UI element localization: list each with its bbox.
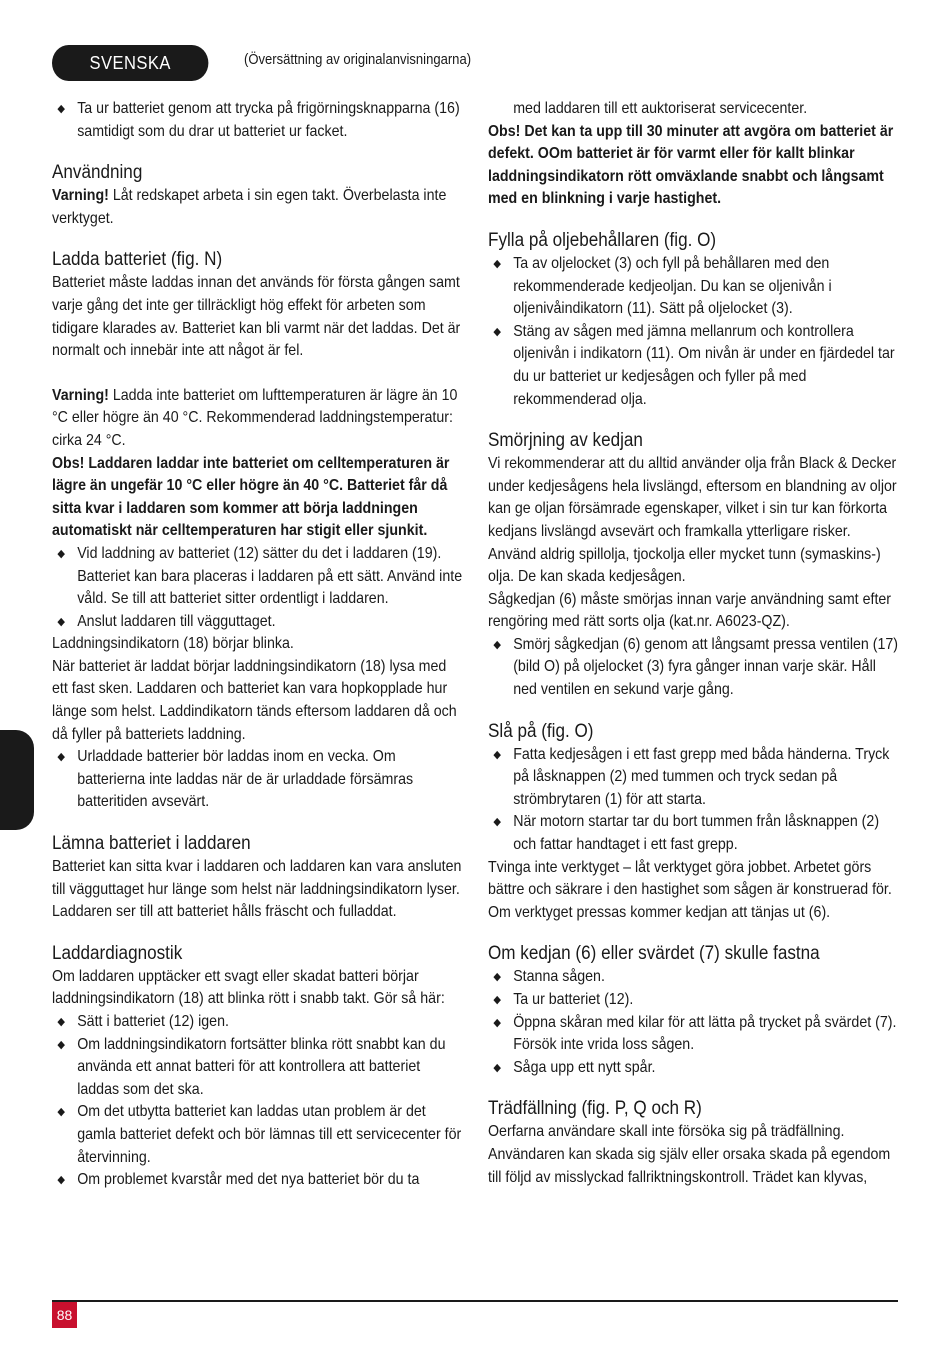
section-heading-diagnostik: Laddardiagnostik	[52, 942, 183, 964]
warning-paragraph: Varning! Ladda inte batteriet om lufttemperaturen är lägre än 10 °C eller högre än 40 °C. Rekommenderad laddningstemperatur: cirka 24 °C.	[52, 386, 458, 449]
left-column	[52, 98, 464, 1192]
list-item: ◆ Fatta kedjesågen i ett fast grepp med båda händerna. Tryck på låsknappen (2) med tummen och tryck sedan på strömbrytaren (1) för att starta.	[493, 745, 890, 808]
list-item: ◆ Ta ur batteriet (12).	[488, 989, 900, 1012]
paragraph: Om laddaren upptäcker ett svagt eller skadat batteri börjar laddningsindikatorn (18) att blinka rött i snabb takt. Gör så här:	[52, 967, 445, 1008]
section-heading-fastna: Om kedjan (6) eller svärdet (7) skulle fastna	[488, 943, 820, 965]
diamond-bullet-icon: ◆	[57, 1174, 66, 1187]
diamond-bullet-icon: ◆	[57, 1016, 66, 1028]
list-item: ◆ När motorn startar tar du bort tummen från låsknappen (2) och fattar handtaget i ett fast grepp.	[493, 813, 880, 854]
paragraph: Använd aldrig spillolja, tjockolja eller mycket tunn (symaskins-) olja. De kan skada kedjesågen.	[488, 545, 881, 586]
diamond-bullet-icon: ◆	[493, 748, 502, 761]
olja-list	[488, 253, 900, 411]
list-item: ◆ Sätt i batteriet (12) igen.	[52, 1011, 464, 1034]
continued-text: med laddaren till ett auktoriserat servicecenter.	[513, 100, 808, 117]
section-side-tab	[0, 730, 34, 830]
list-item: ◆ Smörj sågkedjan (6) genom att långsamt pressa ventilen (17) (bild O) på oljelocket (3) fyra gånger innan varje skär. Håll ned ventilen en sekund varje gång.	[493, 635, 899, 699]
sla-list	[488, 744, 900, 857]
diamond-bullet-icon: ◆	[493, 257, 502, 270]
diamond-bullet-icon: ◆	[57, 615, 66, 628]
diamond-bullet-icon: ◆	[493, 1061, 502, 1074]
ladda-list-2	[52, 746, 464, 814]
fast-list	[488, 966, 900, 1079]
ladda-list	[52, 543, 464, 633]
list-item: ◆ Stäng av sågen med jämna mellanrum och kontrollera oljenivån i indikatorn (11). Om nivån är under en fjärdedel tar du ur batteriet ur kedjesågen och fyller på med rekommenderad olja.	[493, 322, 895, 408]
page-number: 88	[52, 1302, 77, 1328]
section-heading-olja: Fylla på oljebehållaren (fig. O)	[488, 229, 717, 251]
diamond-bullet-icon: ◆	[57, 1038, 66, 1051]
list-item: ◆ Om laddningsindikatorn fortsätter blinka rött snabbt kan du använda ett annat batteri för att kontrollera att batteriet laddas som det ska.	[57, 1035, 446, 1098]
warning-paragraph: Varning! Låt redskapet arbeta i sin egen takt. Överbelasta inte verktyget.	[52, 187, 447, 227]
section-heading-anvandning: Användning	[52, 162, 143, 184]
diamond-bullet-icon: ◆	[493, 816, 502, 829]
diamond-bullet-icon: ◆	[57, 1106, 66, 1119]
list-item: ◆ Urladdade batterier bör laddas inom en vecka. Om batterierna inte laddas när de är urladdade försämras batteritiden avsevärt.	[57, 748, 414, 811]
diag-list	[52, 1011, 464, 1192]
diamond-bullet-icon: ◆	[57, 103, 66, 115]
note-paragraph: Obs! Laddaren laddar inte batteriet om celltemperaturen är lägre än ungefär 10 °C eller högre än 40 °C. Batteriet får då sitta kvar i laddaren som kommer att börja laddningen automatiskt när celltemperaturen har stigit eller sjunkit.	[52, 454, 450, 540]
paragraph: Oerfarna användare skall inte försöka sig på trädfällning. Användaren kan skada sig själv eller orsaka skada på egendom till följd av misslyckad fallriktningskontroll. Trädet kan klyvas,	[488, 1123, 891, 1186]
footer-divider	[52, 1300, 898, 1302]
diamond-bullet-icon: ◆	[493, 1016, 502, 1029]
list-item: ◆ Ta av oljelocket (3) och fyll på behållaren med den rekommenderade kedjeoljan. Du kan se oljenivån i oljenivåindikatorn (11). Sätt på oljelocket (3).	[493, 254, 832, 318]
right-column	[488, 98, 900, 1189]
section-heading-tradfallning: Trädfällning (fig. P, Q och R)	[488, 1098, 702, 1120]
paragraph: Vi rekommenderar att du alltid använder olja från Black & Decker under kedjesågens hela livslängd, eftersom en blandning av oljor kan ge oljan försämrade egenskaper, vilket i sin tur kan förkorta kedjans livslängd avsevärt och framkalla ytterligare risker.	[488, 455, 897, 540]
paragraph: Sågkedjan (6) måste smörjas innan varje användning samt efter rengöring med rätt sorts olja (kat.nr. A6023-QZ).	[488, 590, 892, 631]
list-item: ◆ Ta ur batteriet genom att trycka på frigörningsknapparna (16) samtidigt som du drar ut batteriet ur facket.	[57, 100, 460, 140]
paragraph: Batteriet kan sitta kvar i laddaren och laddaren kan vara ansluten till vägguttaget hur länge som helst när laddningsindikatorn lyser. Laddaren ser till att batteriet hålls fräscht och fulladdat.	[52, 858, 462, 921]
translation-note: (Översättning av originalanvisningarna)	[244, 52, 472, 68]
paragraph: Tvinga inte verktyget – låt verktyget göra jobbet. Arbetet görs bättre och säkrare i den hastighet som sågen är konstruerad för. Om verktyget pressas kommer kedjan att tänjas ut (6).	[488, 858, 892, 921]
language-badge: SVENSKA	[52, 45, 208, 81]
diamond-bullet-icon: ◆	[57, 547, 66, 560]
diamond-bullet-icon: ◆	[493, 994, 502, 1006]
intro-list	[52, 98, 464, 143]
smorj-list	[488, 634, 900, 702]
list-item: ◆ Öppna skåran med kilar för att lätta på trycket på svärdet (7). Försök inte vrida loss sågen.	[493, 1013, 897, 1054]
diamond-bullet-icon: ◆	[493, 325, 502, 338]
paragraph: När batteriet är laddat börjar laddningsindikatorn (18) lysa med ett fast sken. Laddaren och batteriet kan vara hopkopplade hur länge som helst. Laddindikatorn tänds eftersom laddaren då och då fyller på batteriets laddning.	[52, 657, 457, 743]
section-heading-sla-pa: Slå på (fig. O)	[488, 720, 594, 742]
section-heading-smorjning: Smörjning av kedjan	[488, 430, 643, 452]
diamond-bullet-icon: ◆	[493, 638, 502, 651]
paragraph: Laddningsindikatorn (18) börjar blinka.	[52, 635, 294, 653]
list-item: ◆ Om problemet kvarstår med det nya batteriet bör du ta	[52, 1169, 464, 1192]
list-item: ◆ Stanna sågen.	[488, 966, 900, 989]
note-paragraph: Obs! Det kan ta upp till 30 minuter att avgöra om batteriet är defekt. OOm batteriet är för varmt eller för kallt blinkar laddningsindikatorn rött omväxlande snabbt och långsamt med en blinkning i varje hastighet.	[488, 122, 894, 208]
list-item: ◆ Om det utbytta batteriet kan laddas utan problem är det gamla batteriet defekt och bör lämnas till ett servicecenter för återvinning.	[57, 1103, 462, 1166]
list-item: ◆ Vid laddning av batteriet (12) sätter du det i laddaren (19). Batteriet kan bara placeras i laddaren på ett sätt. Använd inte våld. Se till att batteriet sitter ordentligt i laddaren.	[57, 544, 463, 608]
diamond-bullet-icon: ◆	[57, 751, 66, 764]
paragraph: Batteriet måste laddas innan det används för första gången samt varje gång det inte ger tillräckligt hög effekt för arbeten som tidigare klarades av. Batteriet kan bli varmt när det laddas. Det är normalt och innebär inte att något är fel.	[52, 274, 461, 360]
diamond-bullet-icon: ◆	[493, 971, 502, 984]
section-heading-ladda: Ladda batteriet (fig. N)	[52, 249, 223, 271]
section-heading-lamna: Lämna batteriet i laddaren	[52, 833, 251, 855]
list-item: ◆ Såga upp ett nytt spår.	[488, 1057, 900, 1080]
list-item: ◆ Anslut laddaren till vägguttaget.	[52, 611, 464, 634]
